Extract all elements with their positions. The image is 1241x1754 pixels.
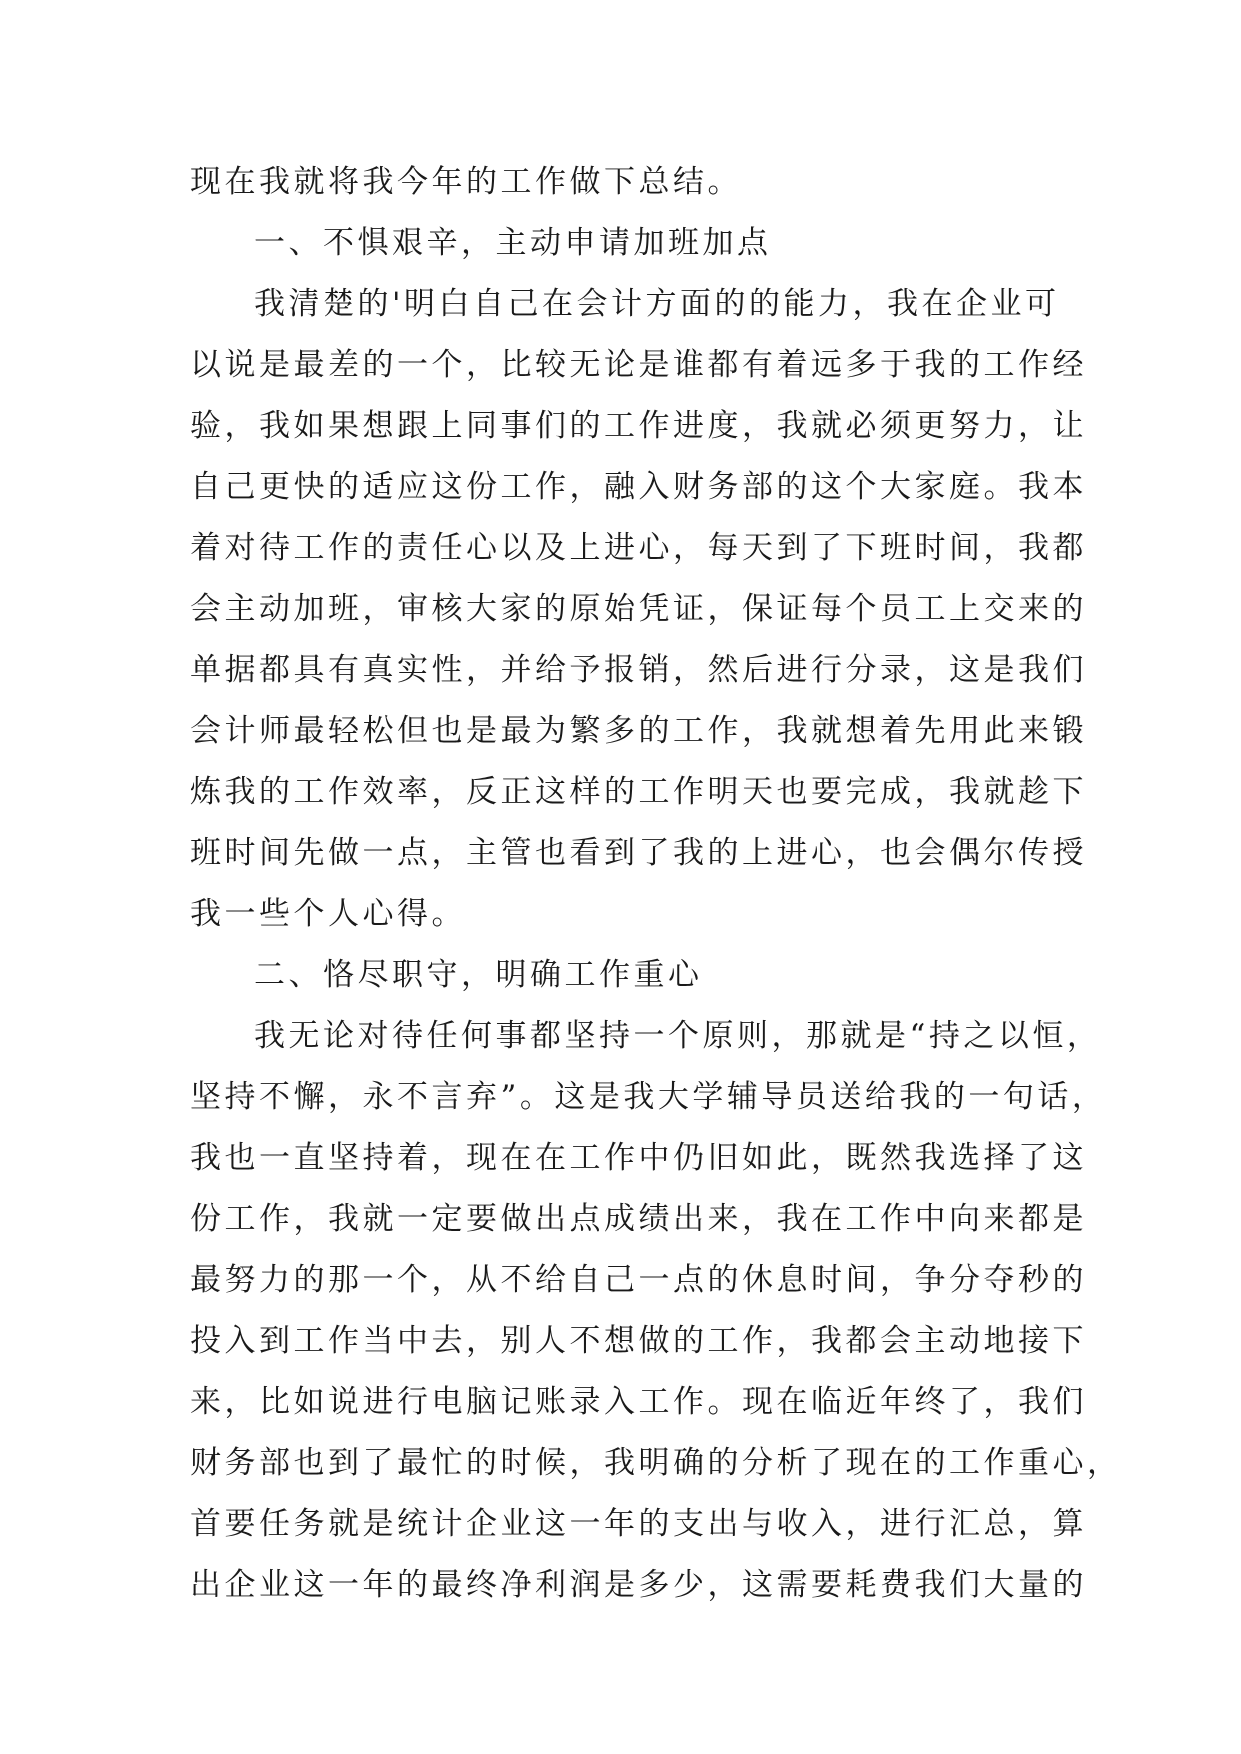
text-line: 首要任务就是统计企业这一年的支出与收入，进行汇总，算 <box>190 1506 1087 1542</box>
text-line: 我无论对待任何事都坚持一个原则，那就是“持之以恒， <box>254 1018 1102 1054</box>
text-line: 我一些个人心得。 <box>190 896 466 932</box>
text-line: 会计师最轻松但也是最为繁多的工作，我就想着先用此来锻 <box>190 713 1087 749</box>
text-line: 来，比如说进行电脑记账录入工作。现在临近年终了，我们 <box>190 1384 1087 1420</box>
text-line: 自己更快的适应这份工作，融入财务部的这个大家庭。我本 <box>190 469 1087 505</box>
text-line: 着对待工作的责任心以及上进心，每天到了下班时间，我都 <box>190 530 1087 566</box>
text-line: 会主动加班，审核大家的原始凭证，保证每个员工上交来的 <box>190 591 1087 627</box>
section-heading: 一、不惧艰辛，主动申请加班加点 <box>254 225 772 261</box>
text-line: 坚持不懈，永不言弃”。这是我大学辅导员送给我的一句话， <box>190 1079 1107 1115</box>
text-line: 财务部也到了最忙的时候，我明确的分析了现在的工作重心， <box>190 1445 1122 1481</box>
text-line: 份工作，我就一定要做出点成绩出来，我在工作中向来都是 <box>190 1201 1087 1237</box>
text-line: 现在我就将我今年的工作做下总结。 <box>190 164 742 200</box>
text-line: 班时间先做一点，主管也看到了我的上进心，也会偶尔传授 <box>190 835 1087 871</box>
text-line: 单据都具有真实性，并给予报销，然后进行分录，这是我们 <box>190 652 1087 688</box>
text-line: 投入到工作当中去，别人不想做的工作，我都会主动地接下 <box>190 1323 1087 1359</box>
document-body <box>190 152 1122 1616</box>
text-line: 以说是最差的一个，比较无论是谁都有着远多于我的工作经 <box>190 347 1087 383</box>
text-line: 炼我的工作效率，反正这样的工作明天也要完成，我就趁下 <box>190 774 1087 810</box>
text-line: 验，我如果想跟上同事们的工作进度，我就必须更努力，让 <box>190 408 1087 444</box>
text-line: 最努力的那一个，从不给自己一点的休息时间，争分夺秒的 <box>190 1262 1087 1298</box>
text-line: 出企业这一年的最终净利润是多少，这需要耗费我们大量的 <box>190 1567 1087 1603</box>
text-line: 我清楚的'明白自己在会计方面的的能力，我在企业可 <box>254 286 1060 322</box>
text-line: 我也一直坚持着，现在在工作中仍旧如此，既然我选择了这 <box>190 1140 1087 1176</box>
section-heading: 二、恪尽职守，明确工作重心 <box>254 957 703 993</box>
